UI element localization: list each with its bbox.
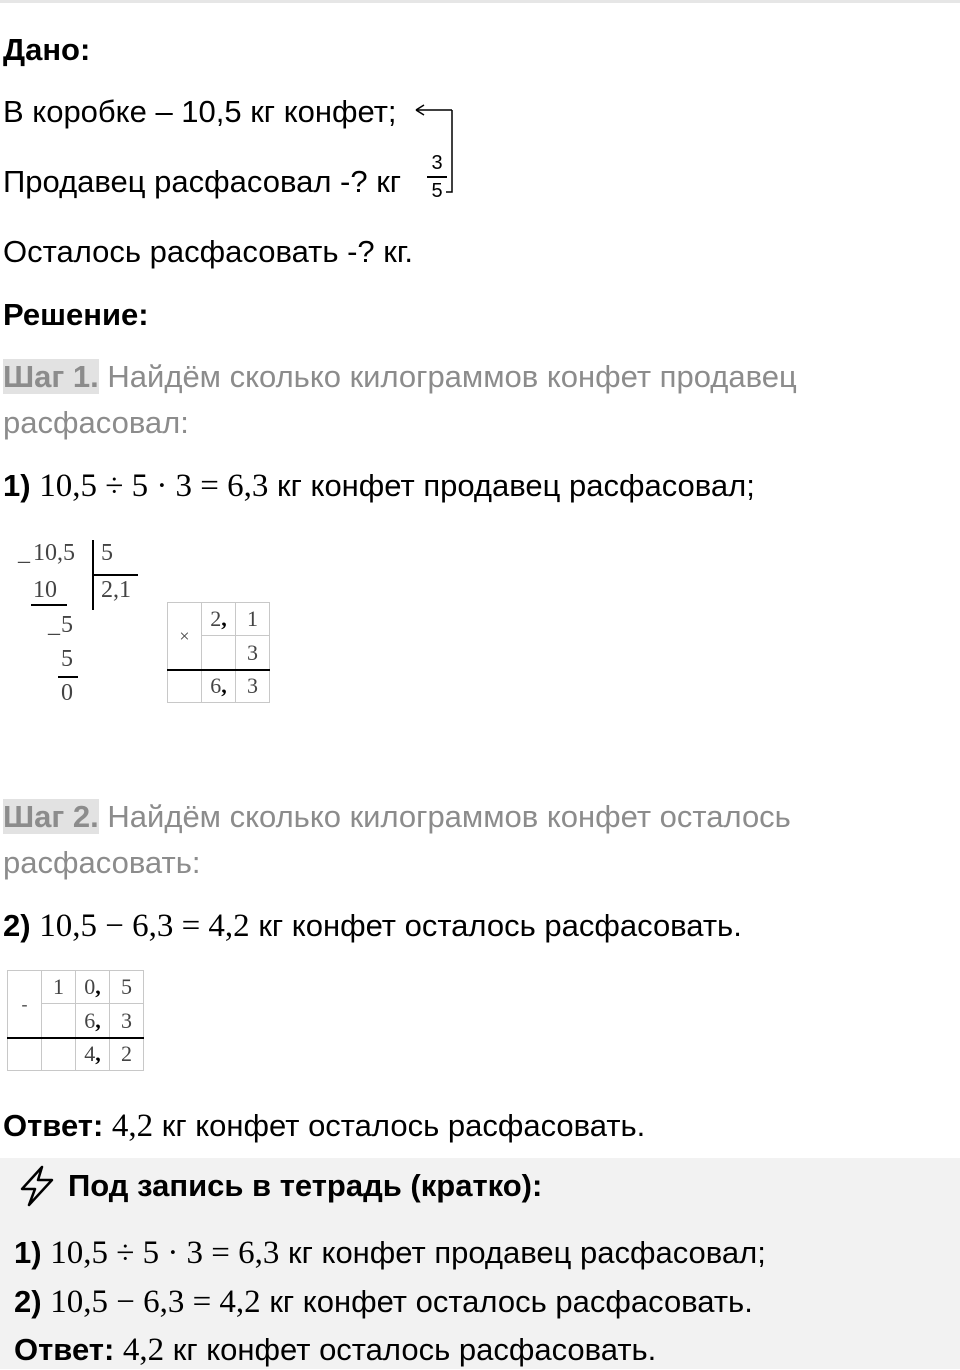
summary-l2-expr: 10,5 − 6,3 = 4,2 [50,1284,261,1320]
sub-r3c1 [41,1037,76,1071]
mult-op: × [167,602,202,670]
step2-label: Шаг 2. [3,799,99,834]
mult-r2c2: 3 [235,635,270,670]
mult-r3c2: 3 [235,669,270,703]
top-divider [0,0,960,3]
division-quotient-line [93,574,138,576]
answer-line [3,1106,645,1146]
sub-r2c1 [41,1003,76,1038]
summary-answer [14,1330,656,1370]
step2-text-b: расфасовать: [3,845,201,880]
division-remainder-1: 5 [61,612,73,638]
summary-l2-text: кг конфет осталось расфасовать. [269,1284,753,1319]
division-dividend: 10,5 [33,540,75,566]
division-divisor: 5 [101,540,113,566]
summary-answer-label: Ответ: [14,1332,115,1367]
step2-line-a [3,797,791,837]
mult-result-line [167,669,270,671]
lightning-icon [16,1164,58,1208]
summary-l1-num: 1) [14,1235,42,1270]
answer-label: Ответ: [3,1108,104,1143]
given-heading: Дано: [3,32,91,67]
solution-heading: Решение: [3,297,149,332]
sub-r1c1: 1 [41,970,76,1004]
sub-r1c2: 0 , [75,970,110,1004]
given-line-1: В коробке – 10,5 кг конфет; [3,94,397,129]
step1-text-b: расфасовал: [3,405,189,440]
sub-r2c2: 6 , [75,1003,110,1038]
division-line-1 [31,604,67,606]
fraction-bar [427,176,447,178]
fraction-numerator: 3 [431,152,443,174]
fraction-three-fifths [427,152,447,202]
division-minus-2: _ [48,612,60,638]
summary-l1-text: кг конфет продавец расфасовал; [288,1235,766,1270]
given-line-3: Осталось расфасовать -? кг. [3,234,413,269]
summary-line-2 [14,1282,753,1322]
mult-r3c0 [167,669,202,703]
step2-calc-text: кг конфет осталось расфасовать. [258,908,742,943]
mult-r1c2: 1 [235,602,270,636]
sub-r3c3: 2 [109,1037,144,1071]
summary-l1-expr: 10,5 ÷ 5 · 3 = 6,3 [50,1235,280,1271]
summary-answer-text: кг конфет осталось расфасовать. [172,1332,657,1367]
division-quotient: 2,1 [101,577,131,603]
step1-label: Шаг 1. [3,359,99,394]
summary-answer-value: 4,2 [122,1332,165,1368]
mult-r3c1: 6 , [201,669,236,703]
step1-line-a [3,357,797,397]
step1-text-a: Найдём сколько килограммов конфет продавец [107,359,797,394]
summary-l2-num: 2) [14,1284,42,1319]
division-line-2 [58,676,78,678]
step1-calc [3,466,755,506]
step1-calc-text: кг конфет продавец расфасовал; [277,468,755,503]
step1-calc-num: 1) [3,468,31,503]
mult-r2c1 [201,635,236,670]
summary-title: Под запись в тетрадь (кратко): [68,1168,543,1203]
answer-value: 4,2 [111,1108,154,1144]
division-remainder-final: 0 [61,680,73,706]
given-line-2: Продавец расфасовал -? кг [3,164,402,199]
sub-result-line [7,1037,144,1039]
sub-r2c3: 3 [109,1003,144,1038]
division-sub-2: 5 [61,646,73,672]
step2-calc-expr: 10,5 − 6,3 = 4,2 [39,908,250,944]
fraction-denominator: 5 [431,179,443,202]
division-sub-1: 10 [33,577,57,603]
sub-r3c0 [7,1037,42,1071]
step2-calc-num: 2) [3,908,31,943]
sub-op: - [7,970,42,1038]
sub-r3c2: 4 , [75,1037,110,1071]
summary-box [0,1158,960,1369]
mult-r1c1: 2 , [201,602,236,636]
step1-calc-expr: 10,5 ÷ 5 · 3 = 6,3 [39,468,269,504]
sub-r1c3: 5 [109,970,144,1004]
step2-text-a: Найдём сколько килограммов конфет осталось [107,799,791,834]
step2-calc [3,906,742,946]
division-minus-1: _ [18,540,30,566]
answer-text: кг конфет осталось расфасовать. [161,1108,646,1143]
summary-line-1 [14,1233,766,1273]
